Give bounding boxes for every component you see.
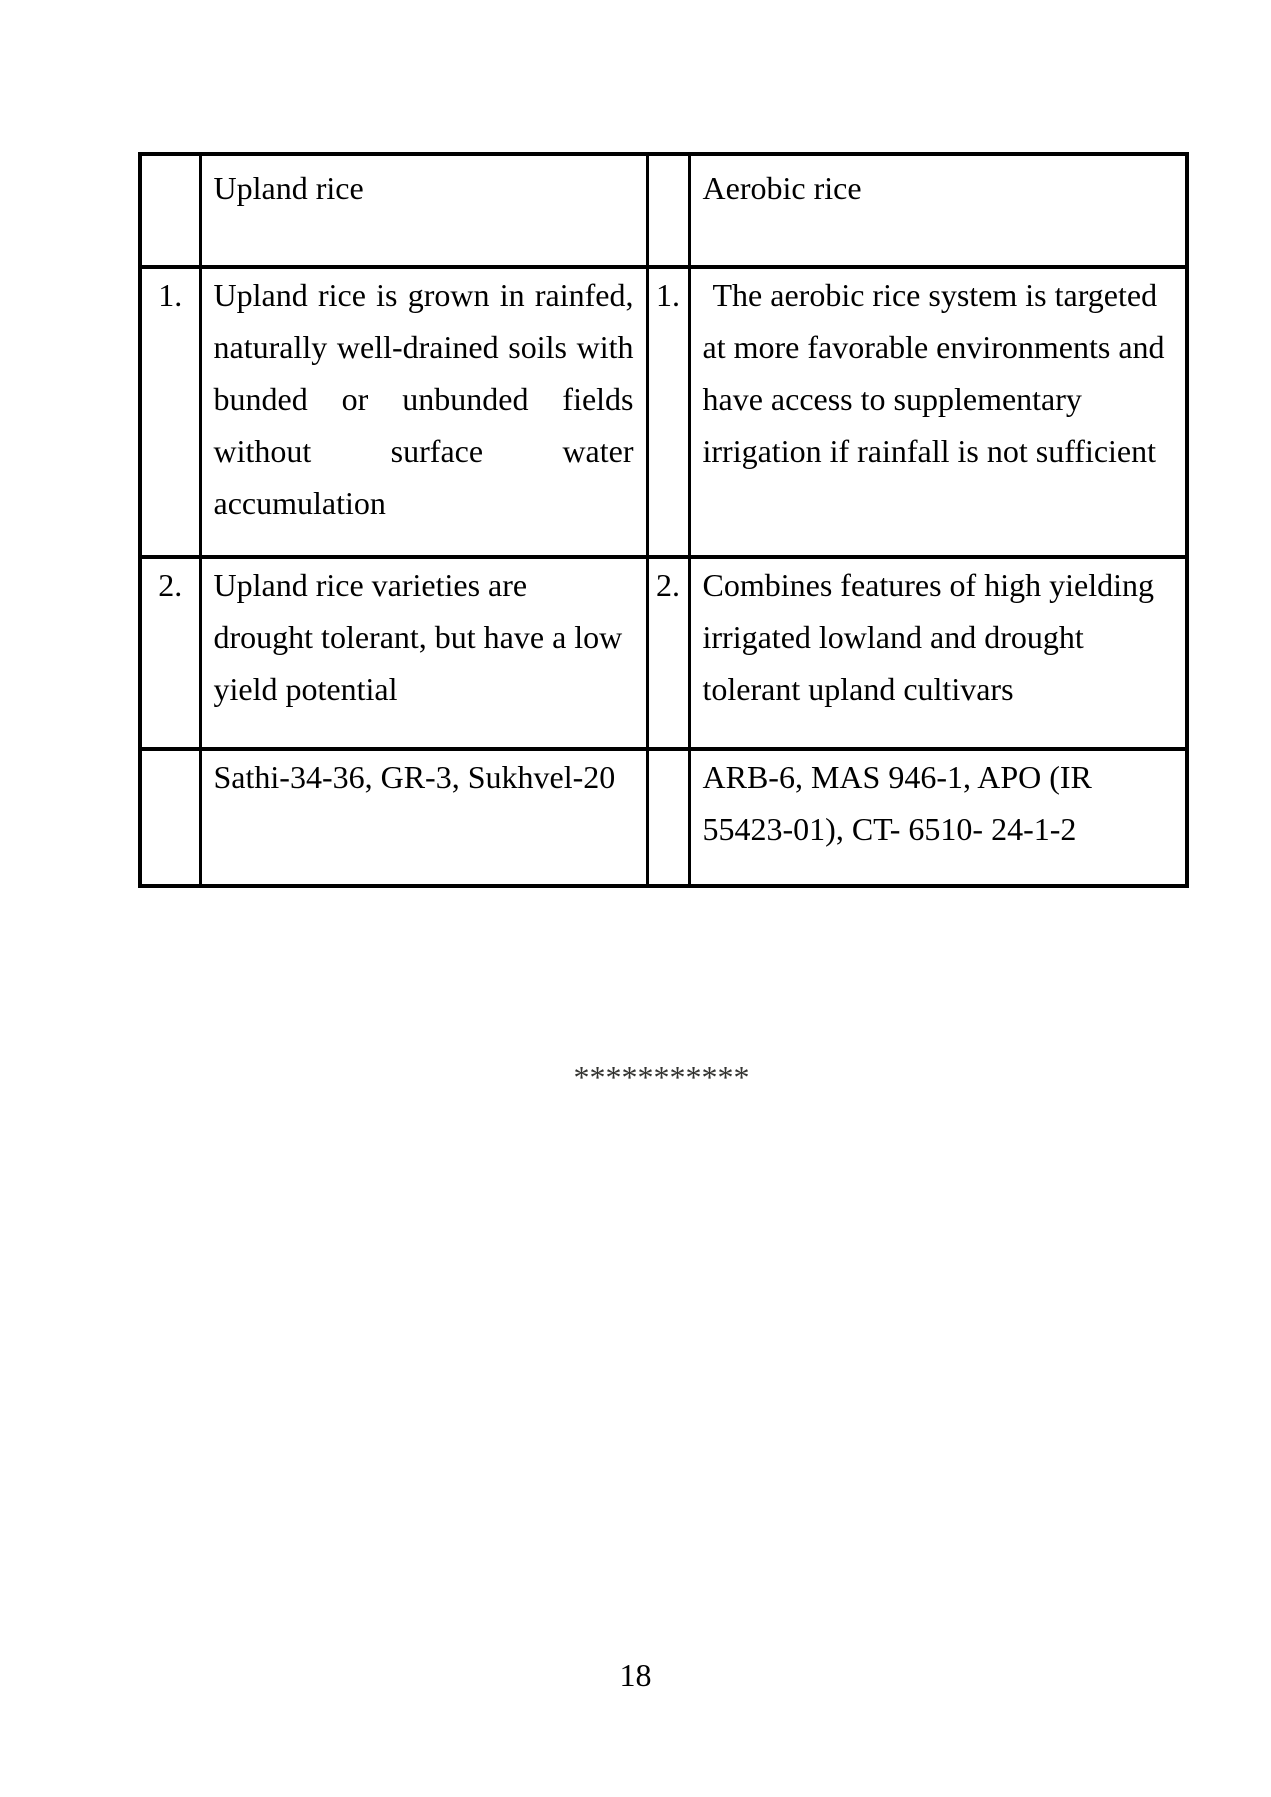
row1-right-number-cell: 1.	[647, 267, 689, 557]
table-header-row	[140, 154, 1187, 267]
row2-left-number-cell: 2.	[140, 557, 200, 749]
header-right-number-cell	[647, 154, 689, 267]
header-aerobic-rice-cell: Aerobic rice	[689, 154, 1187, 267]
table-row	[140, 557, 1187, 749]
row2-upland-text-cell: Upland rice varieties are drought tolerant, but have a low yield potential	[200, 557, 647, 749]
asterisk-separator: ***********	[573, 1059, 750, 1095]
table-row	[140, 749, 1187, 886]
row3-left-number-cell	[140, 749, 200, 886]
row3-aerobic-varieties-cell: ARB-6, MAS 946-1, APO (IR 55423-01), CT- 6510- 24-1-2	[689, 749, 1187, 886]
header-left-number-cell	[140, 154, 200, 267]
header-upland-rice-cell: Upland rice	[200, 154, 647, 267]
rice-comparison-table	[138, 152, 1189, 888]
row1-left-number-cell: 1.	[140, 267, 200, 557]
page-number: 18	[619, 1657, 652, 1693]
row1-aerobic-text-cell: The aerobic rice system is targeted at more favorable environments and have access to supplementary irrigation if rainfall is not sufficient	[689, 267, 1187, 557]
row3-upland-varieties-cell: Sathi-34-36, GR-3, Sukhvel-20	[200, 749, 647, 886]
row1-upland-text-cell: Upland rice is grown in rainfed, naturally well-drained soils with bunded or unbunded fields without surface water accumulation	[200, 267, 647, 557]
table-row	[140, 267, 1187, 557]
row2-right-number-cell: 2.	[647, 557, 689, 749]
row2-aerobic-text-cell: Combines features of high yielding irrigated lowland and drought tolerant upland cultivars	[689, 557, 1187, 749]
row3-right-number-cell	[647, 749, 689, 886]
